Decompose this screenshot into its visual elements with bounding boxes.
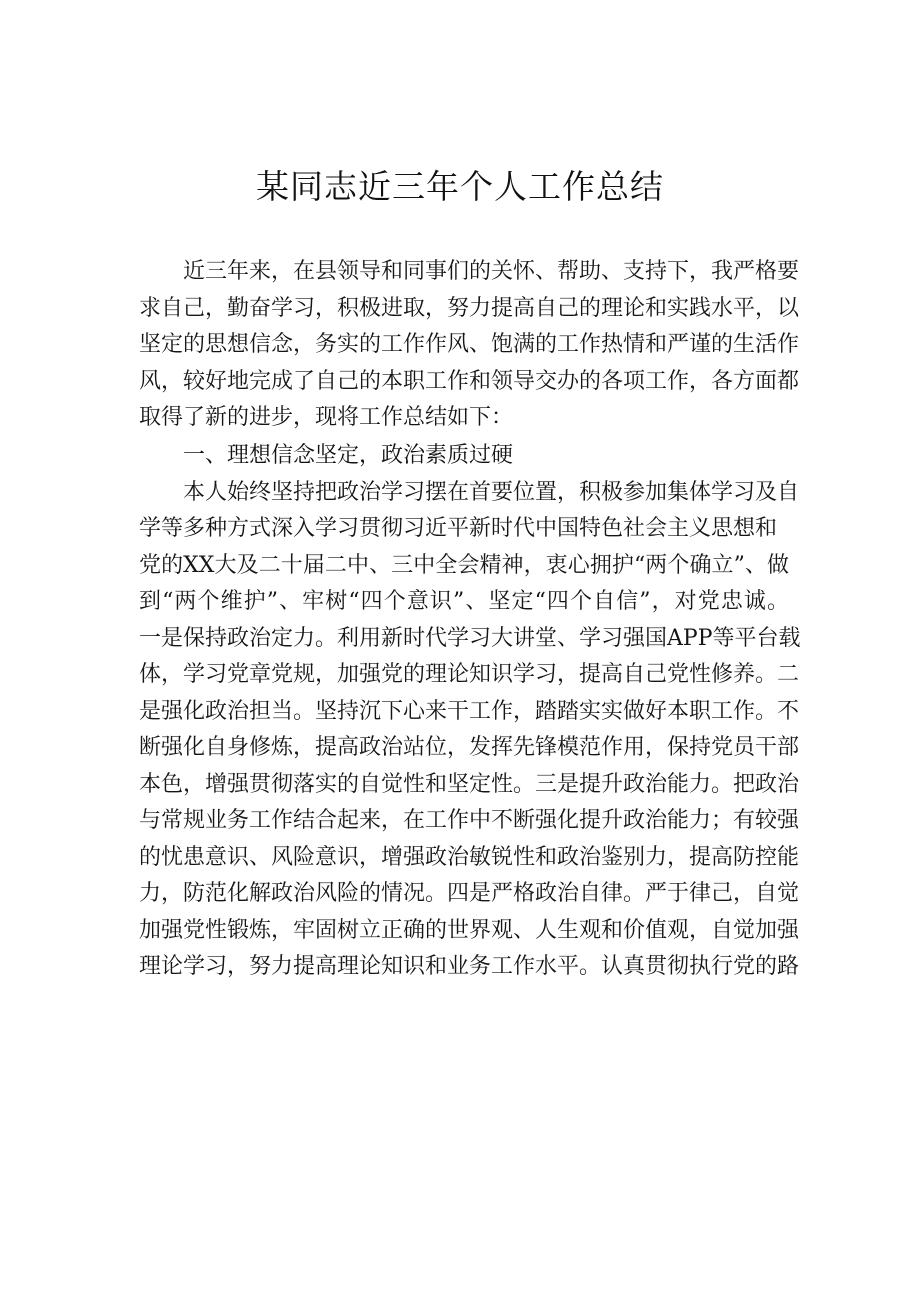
intro-line-5: 取得了新的进步，现将工作总结如下： [139, 405, 514, 430]
section-1-line-10: 与常规业务工作结合起来，在工作中不断强化提升政治能力；有较强 [139, 808, 800, 833]
section-1-line-8: 断强化自身修炼，提高政治站位，发挥先锋模范作用，保持党员干部 [139, 735, 800, 760]
section-1-line-4: 到“两个维护”、牢树“四个意识”、坚定“四个自信”，对党忠诚。 [139, 589, 789, 614]
document-title: 某同志近三年个人工作总结 [256, 167, 664, 206]
section-1-line-14: 理论学习，努力提高理论知识和业务工作水平。认真贯彻执行党的路 [139, 954, 800, 979]
section-1-line-13: 加强党性锻炼，牢固树立正确的世界观、人生观和价值观，自觉加强 [139, 917, 800, 943]
section-1-line-7: 是强化政治担当。坚持沉下心来干工作，踏踏实实做好本职工作。不 [139, 698, 800, 724]
intro-line-1: 近三年来，在县领导和同事们的关怀、帮助、支持下，我严格要 [183, 259, 800, 284]
section-1-line-3: 党的XX大及二十届二中、三中全会精神，衷心拥护“两个确立”、做 [139, 552, 789, 578]
section-1-line-12: 力，防范化解政治风险的情况。四是严格政治自律。严于律己，自觉 [139, 881, 800, 906]
section-1-line-6: 体，学习党章党规，加强党的理论知识学习，提高自己党性修养。二 [139, 662, 800, 687]
section-1-line-11: 的忧患意识、风险意识，增强政治敏锐性和政治鉴别力，提高防控能 [139, 844, 800, 870]
section-1-paragraph [139, 475, 801, 986]
intro-line-4: 风，较好地完成了自己的本职工作和领导交办的各项工作，各方面都 [139, 368, 800, 394]
section-1-line-2: 学等多种方式深入学习贯彻习近平新时代中国特色社会主义思想和 [139, 516, 778, 541]
section-1-line-9: 本色，增强贯彻落实的自觉性和坚定性。三是提升政治能力。把政治 [139, 771, 800, 797]
intro-line-3: 坚定的思想信念，务实的工作作风、饱满的工作热情和严谨的生活作 [139, 332, 800, 357]
section-1-heading: 一、理想信念坚定，政治素质过硬 [183, 442, 514, 468]
section-1-line-1: 本人始终坚持把政治学习摆在首要位置，积极参加集体学习及自 [183, 479, 800, 505]
section-1-line-5: 一是保持政治定力。利用新时代学习大讲堂、学习强国APP等平台载 [139, 625, 801, 651]
intro-paragraph [139, 254, 800, 437]
document-body [139, 254, 801, 986]
intro-line-2: 求自己，勤奋学习，积极进取，努力提高自己的理论和实践水平，以 [139, 295, 800, 321]
